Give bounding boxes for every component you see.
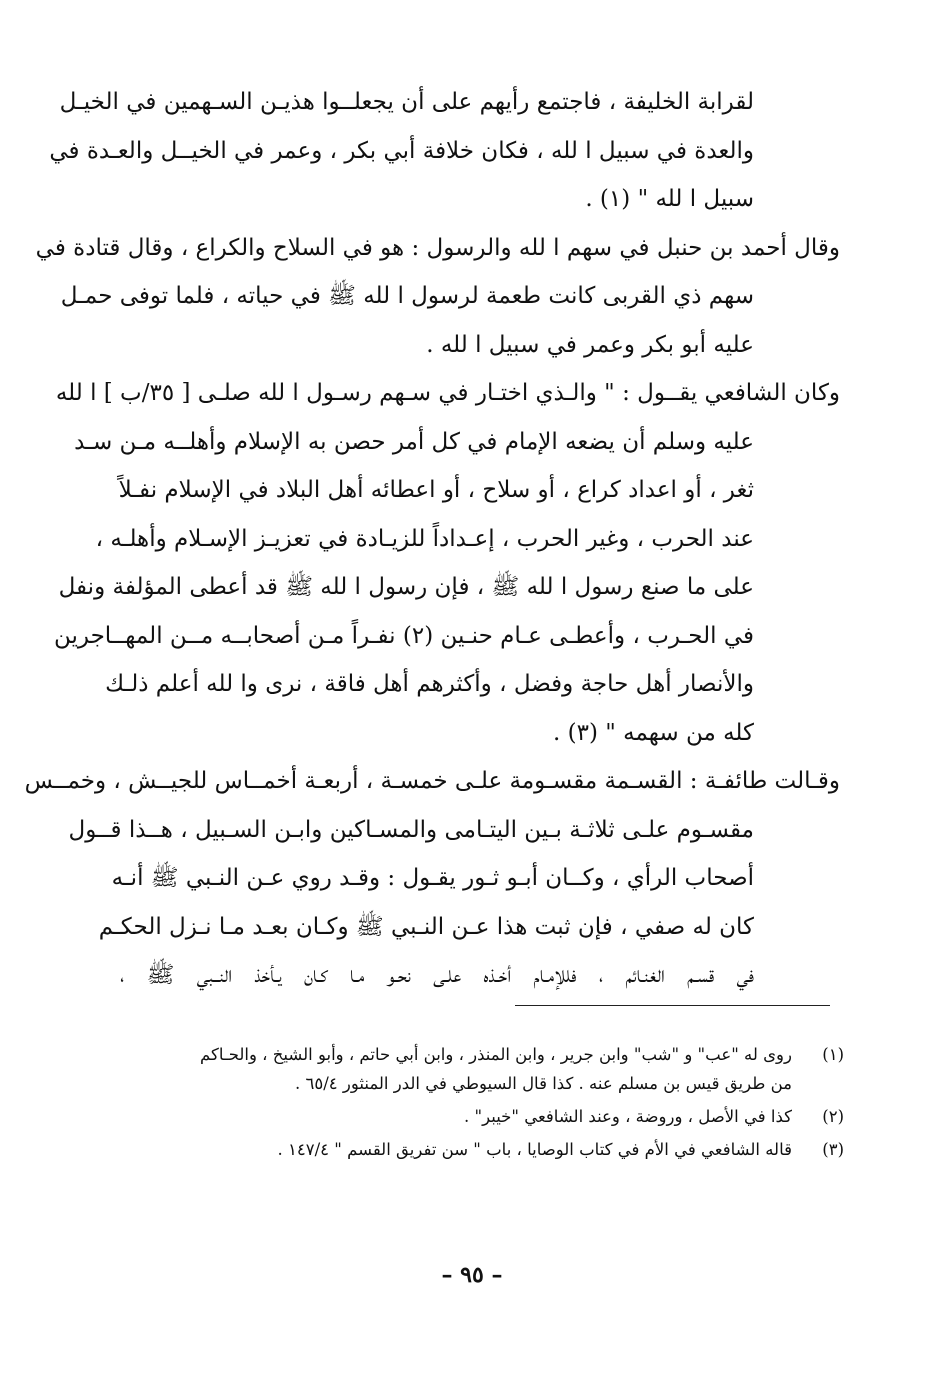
paragraph-4 (24, 757, 840, 1000)
text-line: في قسـم الغنـائم ، فللإمـام أخـذه علـى نحـو مـا كـان يـأخذ النــبي ﷺ ، (120, 962, 754, 988)
text-line: وكان الشافعي يقــول : " والـذي اختـار في سـهم رسـول ا لله صلـى [ ٣٥/ب ] ا لله (55, 380, 840, 406)
footnote-text (232, 1102, 792, 1131)
page-number: – ٩٥ – (441, 1262, 503, 1288)
text-line: في الحـرب ، وأعطـى عـام حنـين (٢) نفـراً مـن أصحابــه مــن المهــاجرين (53, 622, 754, 649)
footnote-line: روى له "عب" و "شب" وابن جرير ، وابن المنذر ، وابن أبي حاتم ، وأبو الشيخ ، والحـاكم (200, 1045, 792, 1064)
footnote-line: من طريق قيس بن مسلم عنه . كذا قال السيوطي في الدر المنثور ٦٥/٤ . (294, 1074, 792, 1093)
paragraph-2 (35, 224, 840, 370)
footnote-2 (232, 1102, 844, 1131)
footnote-number: (١) (822, 1045, 844, 1064)
text-line: أصحاب الرأي ، وكــان أبـو ثـور يقـول : وقـد روي عـن النـبي ﷺ أنـه (111, 865, 754, 891)
text-line: سهم ذي القربى كانت طعمة لرسول ا لله ﷺ في حياته ، فلما توفى حمـل (60, 283, 754, 309)
text-line: ثغر ، أو اعداد كراع ، أو سلاح ، أو اعطائه أهل البلاد في الإسلام نفـلاً (118, 477, 754, 503)
footnote-number: (٢) (822, 1107, 844, 1126)
footnote-separator (515, 1005, 830, 1006)
text-line: والعدة في سبيل ا لله ، فكان خلافة أبي بكر ، وعمر في الخيــل والعـدة في (49, 137, 754, 164)
footnote-text (232, 1135, 792, 1164)
text-line: عليه وسلم أن يضعه الإمام في كل أمر حصن به الإسلام وأهلــه مـن سـد (74, 428, 754, 455)
footnote-number: (٣) (822, 1140, 844, 1159)
text-line: عند الحرب ، وغير الحرب ، إعـداداً للزيـادة في تعزيـز الإسـلام وأهلـه ، (95, 525, 754, 552)
text-line: كله من سهمه " (٣) . (553, 719, 754, 746)
text-line: على ما صنع رسول ا لله ﷺ ، فإن رسول ا لله ﷺ قد أعطى المؤلفة ونفل (58, 574, 754, 600)
text-line: وقـالت طائفـة : القسـمة مقسـومة علـى خمسـة ، أربعـة أخمــاس للجيــش ، وخمــس (24, 768, 840, 794)
text-line: لقرابة الخليفة ، فاجتمع رأيهم على أن يجعلــوا هذيـن السـهمين في الخيـل (59, 89, 754, 115)
paragraph-1 (49, 78, 840, 224)
text-line: مقسـوم علـى ثلاثـة بـين اليتـامى والمسـاكين وابـن السـبيل ، هــذا قــول (68, 816, 754, 843)
main-text (24, 78, 840, 1000)
text-line: كان له صفي ، فإن ثبت هذا عـن النـبي ﷺ وكـان بعـد مـا نـزل الحكـم (98, 913, 754, 940)
footnote-line: كذا في الأصل ، وروضة ، وعند الشافعي "خيبر" . (464, 1107, 792, 1126)
text-line: سبيل ا لله " (١) . (585, 186, 754, 212)
footnote-3 (232, 1135, 844, 1164)
text-line: وقال أحمد بن حنبل في سهم ا لله والرسول : هو في السلاح والكراع ، وقال قتادة في (35, 234, 840, 261)
text-line: والأنصار أهل حاجة وفضل ، وأكثرهم أهل فاقة ، نرى وا لله أعلم ذلـك (105, 671, 754, 697)
footnote-1 (200, 1040, 844, 1098)
paragraph-3 (53, 369, 840, 757)
text-line: عليه أبو بكر وعمر في سبيل ا لله . (426, 331, 754, 358)
footnotes (200, 1040, 844, 1164)
footnote-text (200, 1040, 792, 1098)
footnote-line: قاله الشافعي في الأم في كتاب الوصايا ، باب " سن تفريق القسم " ١٤٧/٤ . (277, 1140, 792, 1159)
